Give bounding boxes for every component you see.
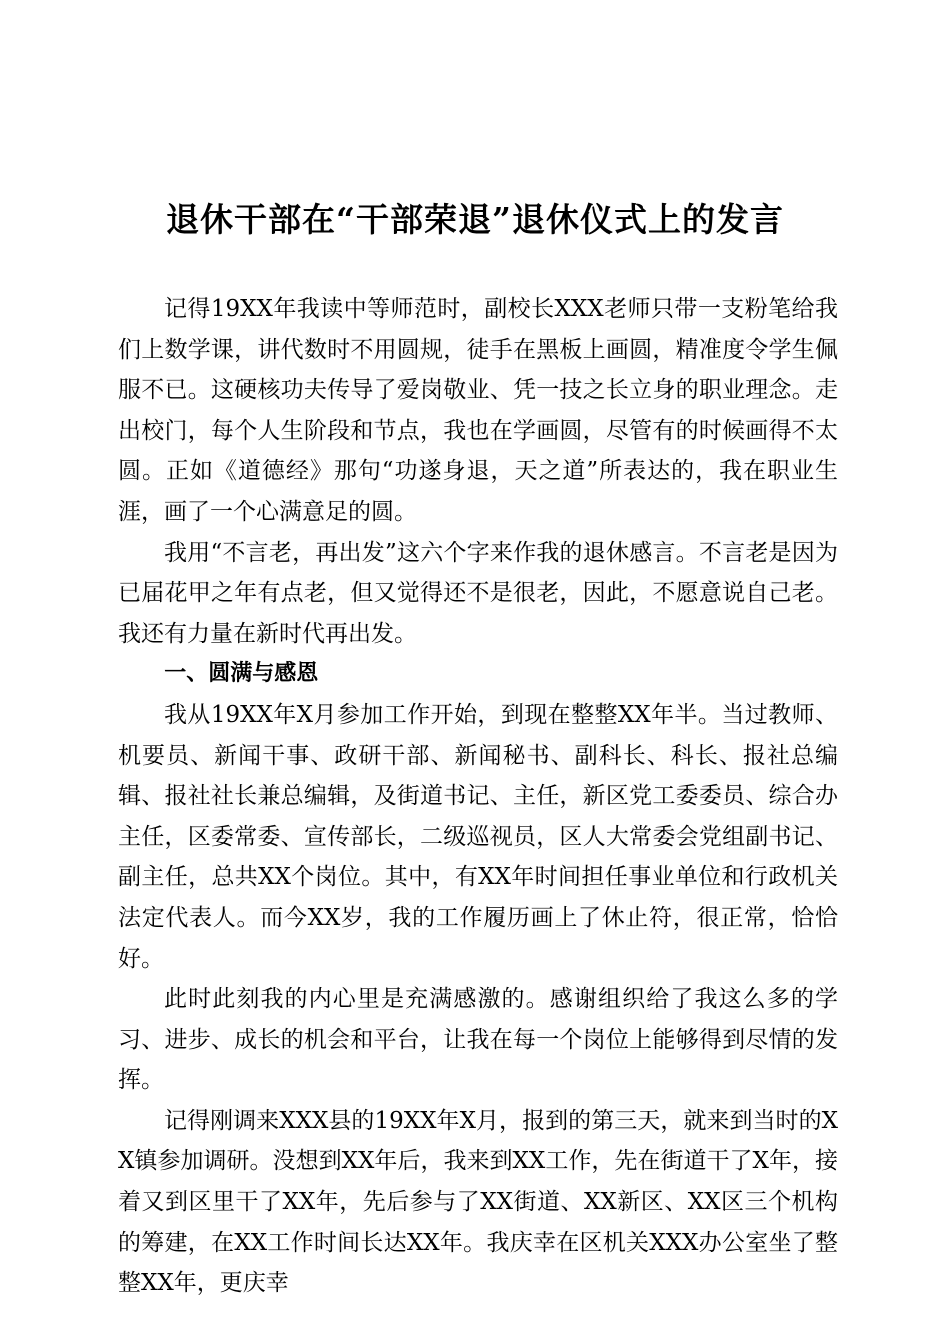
paragraph: 此时此刻我的内心里是充满感激的。感谢组织给了我这么多的学习、进步、成长的机会和平台，让我在每一个岗位上能够得到尽情的发挥。 [118, 986, 838, 1094]
document-body [118, 289, 838, 1304]
paragraph: 我从19XX年X月参加工作开始，到现在整整XX年半。当过教师、机要员、新闻干事、政研干部、新闻秘书、副科长、科长、报社总编辑、报社社长兼总编辑，及街道书记、主任，新区党工委委员、综合办主任，区委常委、宣传部长，二级巡视员，区人大常委会党组副书记、副主任，总共XX个岗位。其中，有XX年时间担任事业单位和行政机关法定代表人。而今XX岁，我的工作履历画上了休止符，很正常，恰恰好。 [118, 701, 838, 972]
paragraph: 记得19XX年我读中等师范时，副校长XXX老师只带一支粉笔给我们上数学课，讲代数时不用圆规，徒手在黑板上画圆，精准度令学生佩服不已。这硬核功夫传导了爱岗敬业、凭一技之长立身的职业理念。走出校门，每个人生阶段和节点，我也在学画圆，尽管有的时候画得不太圆。正如《道德经》那句“功遂身退，天之道”所表达的，我在职业生涯，画了一个心满意足的圆。 [118, 296, 838, 525]
document-title: 退休干部在“干部荣退”退休仪式上的发言 [166, 200, 784, 239]
paragraph: 我用“不言老，再出发”这六个字来作我的退休感言。不言老是因为已届花甲之年有点老，但又觉得还不是很老，因此，不愿意说自己老。我还有力量在新时代再出发。 [118, 539, 838, 647]
paragraph: 记得刚调来XXX县的19XX年X月，报到的第三天，就来到当时的XX镇参加调研。没想到XX年后，我来到XX工作，先在街道干了X年，接着又到区里干了XX年，先后参与了XX街道、XX新区、XX区三个机构的筹建，在XX工作时间长达XX年。我庆幸在区机关XXX办公室坐了整整XX年，更庆幸 [118, 1107, 838, 1297]
section-heading: 一、圆满与感恩 [164, 661, 319, 687]
